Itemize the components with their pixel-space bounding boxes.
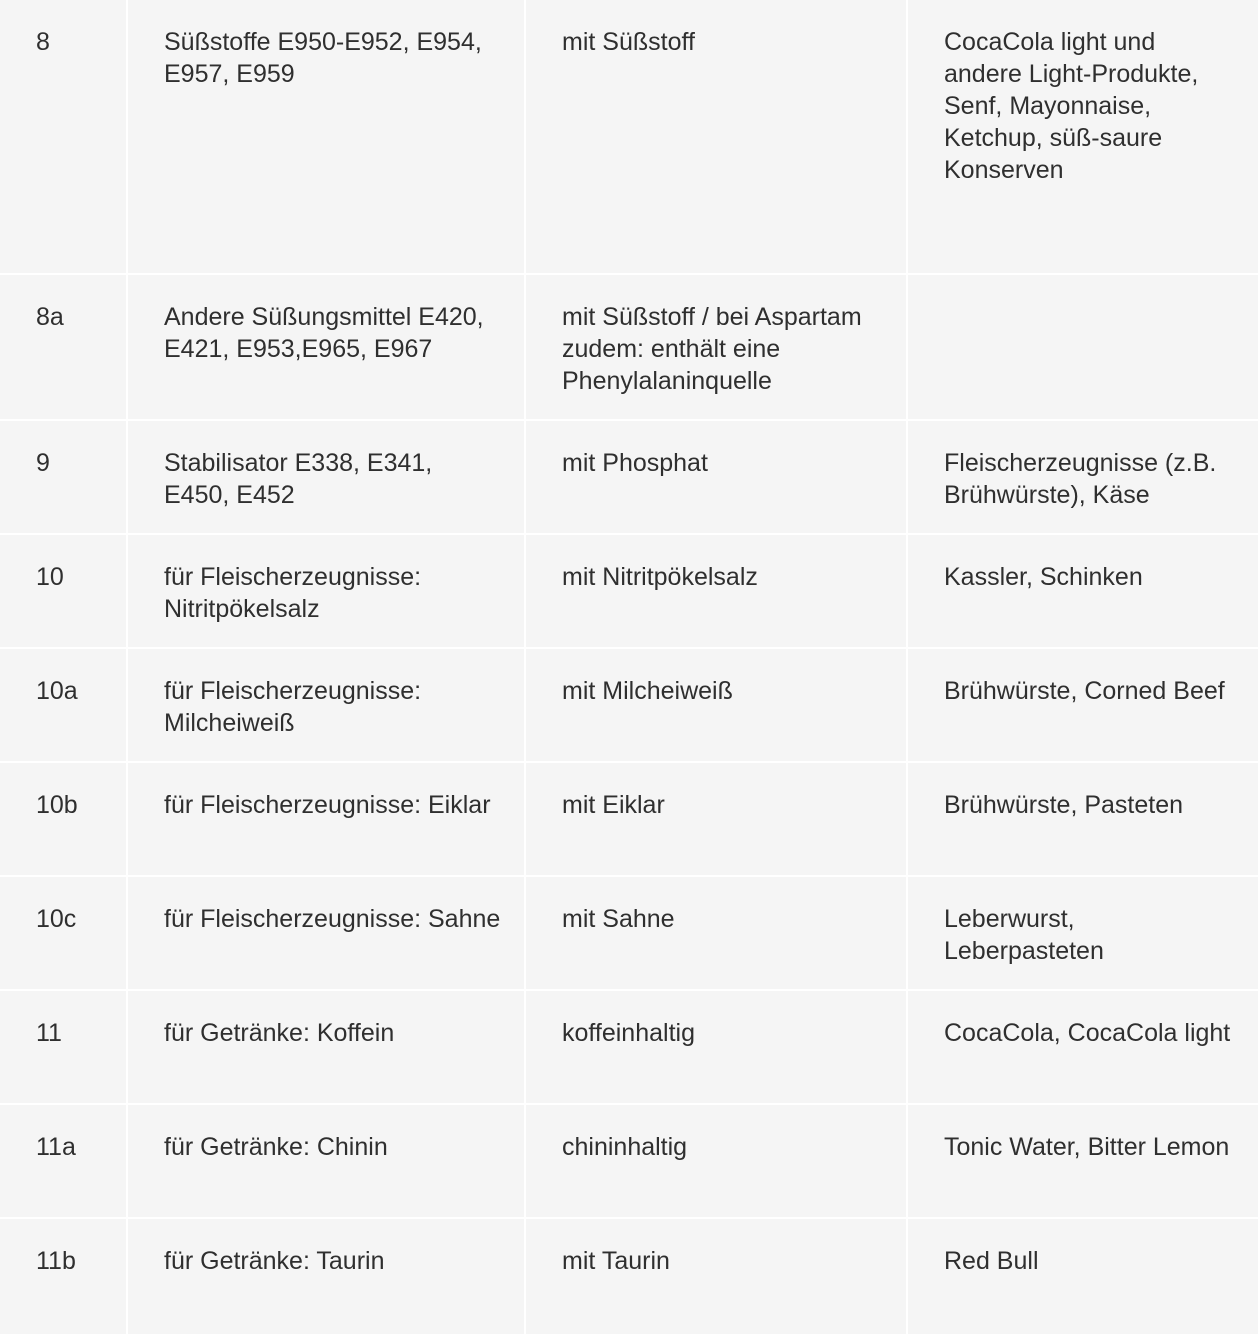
substance-cell: für Fleischerzeugnisse: Milcheiweiß [127, 648, 525, 762]
row-number: 10b [0, 762, 127, 876]
table-row [0, 1104, 1258, 1218]
table-row [0, 876, 1258, 990]
labeling-cell: mit Eiklar [525, 762, 907, 876]
examples-cell: CocaCola, CocaCola light [907, 990, 1258, 1104]
labeling-cell: mit Nitritpökelsalz [525, 534, 907, 648]
substance-cell: für Fleischerzeugnisse: Nitritpökelsalz [127, 534, 525, 648]
table-row [0, 1218, 1258, 1334]
examples-cell: Brühwürste, Pasteten [907, 762, 1258, 876]
examples-cell [907, 274, 1258, 420]
labeling-cell: mit Süßstoff / bei Aspartam zudem: enthält eine Phenylalaninquelle [525, 274, 907, 420]
row-number: 11 [0, 990, 127, 1104]
labeling-cell: chininhaltig [525, 1104, 907, 1218]
row-number: 9 [0, 420, 127, 534]
row-number: 10c [0, 876, 127, 990]
substance-cell: für Getränke: Chinin [127, 1104, 525, 1218]
examples-cell: CocaCola light und andere Light-Produkte, Senf, Mayonnaise, Ketchup, süß-saure Konserven [907, 0, 1258, 274]
examples-cell: Red Bull [944, 1247, 1039, 1275]
labeling-cell: mit Sahne [525, 876, 907, 990]
labeling-cell: mit Süßstoff [525, 0, 907, 274]
row-number: 10a [0, 648, 127, 762]
table-row [0, 274, 1258, 420]
row-number: 8a [0, 274, 127, 420]
substance-cell: Andere Süßungsmittel E420, E421, E953,E965, E967 [127, 274, 525, 420]
row-number: 10 [0, 534, 127, 648]
examples-cell: Brühwürste, Corned Beef [907, 648, 1258, 762]
labeling-cell: mit Milcheiweiß [525, 648, 907, 762]
table-row [0, 648, 1258, 762]
table-row [0, 534, 1258, 648]
row-number: 11a [0, 1104, 127, 1218]
labeling-cell: koffeinhaltig [525, 990, 907, 1104]
substance-cell: Stabilisator E338, E341, E450, E452 [127, 420, 525, 534]
substance-cell: für Fleischerzeugnisse: Sahne [127, 876, 525, 990]
row-number: 11b [0, 1218, 127, 1334]
substance-cell: für Getränke: Taurin [127, 1218, 525, 1334]
examples-cell: Leberwurst, Leberpasteten [907, 876, 1258, 990]
table-row [0, 762, 1258, 876]
labeling-cell: mit Phosphat [525, 420, 907, 534]
substance-cell: für Getränke: Koffein [127, 990, 525, 1104]
examples-cell: Fleischerzeugnisse (z.B. Brühwürste), Käse [907, 420, 1258, 534]
examples-cell: Kassler, Schinken [907, 534, 1258, 648]
table-row [0, 420, 1258, 534]
examples-cell: Tonic Water, Bitter Lemon [907, 1104, 1258, 1218]
substance-cell: Süßstoffe E950-E952, E954, E957, E959 [127, 0, 525, 274]
table-row [0, 990, 1258, 1104]
labeling-cell: mit Taurin [525, 1218, 907, 1334]
table-row [0, 0, 1258, 274]
substance-cell: für Fleischerzeugnisse: Eiklar [127, 762, 525, 876]
row-number: 8 [0, 0, 127, 274]
